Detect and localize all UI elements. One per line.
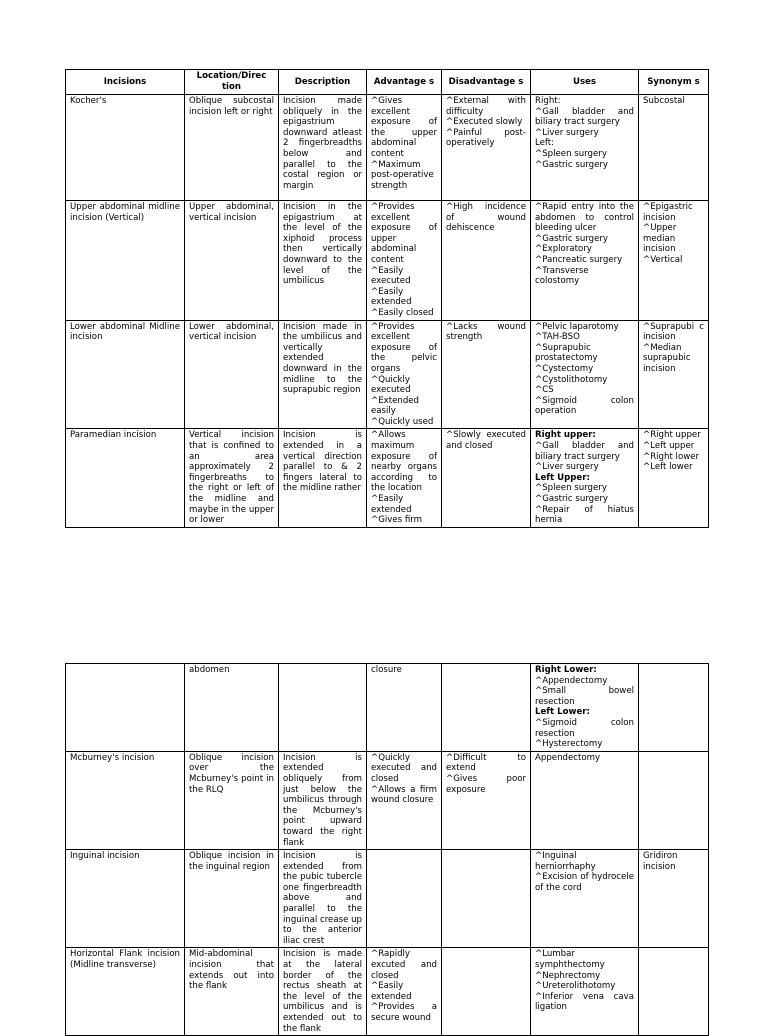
advantages-cell-item: ^Allows maximum exposure of nearby organs according to the location — [371, 430, 437, 494]
uses-cell — [531, 751, 639, 849]
uses-cell-item: ^Gall bladder and biliary tract surgery — [535, 106, 634, 128]
advantages-cell-item: ^Extended easily — [371, 395, 420, 417]
synonyms-cell — [639, 201, 709, 321]
uses-cell-item: ^Gastric surgery — [535, 159, 609, 170]
uses-cell-item: ^Repair of hiatus hernia — [535, 504, 634, 526]
uses-cell-item: ^Cystectomy — [535, 363, 594, 374]
uses-cell-item: ^Inferior vena cava ligation — [535, 991, 634, 1013]
uses-cell-item: ^Ureterolithotomy — [535, 981, 616, 992]
advantages-cell — [367, 320, 442, 429]
uses-cell-item: ^Small bowel resection — [535, 686, 634, 707]
disadvantages-cell — [442, 664, 531, 752]
uses-cell-item: ^Cystolithotomy — [535, 374, 608, 385]
uses-cell-item: Right upper: — [535, 430, 596, 441]
incision-name-cell: Kocher's — [66, 95, 185, 201]
synonyms-cell-item: ^Left upper — [643, 441, 695, 452]
synonyms-cell-item: ^Upper median incision — [643, 223, 677, 255]
advantages-cell-item: ^Quickly used — [371, 416, 434, 427]
synonyms-cell — [639, 320, 709, 429]
description-cell: Incision made obliquely in the epigastrium downward atleast 2 fingerbreadths below and parallel to the costal region or margin — [279, 95, 367, 201]
description-cell: Incision is made at the lateral border of the rectus sheath at the level of the umbilicus and is extended out to the flank — [279, 948, 367, 1036]
advantages-cell-item: ^Quickly executed — [371, 374, 411, 396]
location-cell: abdomen — [185, 664, 279, 752]
uses-cell-item: ^Suprapubic prostatectomy — [535, 342, 598, 364]
uses-cell-item: ^Gastric surgery — [535, 233, 609, 244]
uses-cell-item: ^Spleen surgery — [535, 148, 607, 159]
advantages-cell — [367, 850, 442, 948]
incision-name-cell: Upper abdominal midline incision (Vertical) — [66, 201, 185, 321]
table-row — [66, 948, 709, 1036]
table-row — [66, 664, 709, 752]
uses-cell-item: ^Gastric surgery — [535, 494, 609, 505]
uses-cell — [531, 664, 639, 752]
uses-cell-item: ^Inguinal herniorrhaphy — [535, 851, 596, 872]
synonyms-cell-item: ^Left lower — [643, 462, 693, 473]
synonyms-cell — [639, 948, 709, 1036]
disadvantages-cell-item: ^Slowly executed and closed — [446, 430, 526, 452]
disadvantages-cell-item: ^High incidence of wound dehiscence — [446, 202, 526, 234]
synonyms-cell-item: ^Median suprapubic incision — [643, 342, 691, 374]
location-cell: Vertical incision that is confined to an area approximately 2 fingerbreaths to the right or left of the midline and maybe in the upper or lower — [185, 429, 279, 527]
advantages-cell-item: ^Easily extended — [371, 494, 412, 515]
advantages-cell — [367, 751, 442, 849]
uses-cell — [531, 95, 639, 201]
synonyms-cell-item: ^Epigastric incision — [643, 202, 693, 223]
disadvantages-cell — [442, 201, 531, 321]
disadvantages-cell — [442, 320, 531, 429]
advantages-cell-item: closure — [371, 665, 402, 675]
advantages-cell — [367, 664, 442, 752]
table-row — [66, 751, 709, 849]
advantages-cell-item: ^Easily extended — [371, 981, 412, 1002]
uses-cell — [531, 850, 639, 948]
header-description: Description — [279, 70, 367, 95]
synonyms-cell-item: ^Vertical — [643, 254, 683, 265]
uses-cell-item: Right: — [535, 96, 561, 106]
disadvantages-cell — [442, 429, 531, 527]
advantages-cell-item: ^Easily extended — [371, 286, 412, 308]
header-incisions: Incisions — [66, 70, 185, 95]
synonyms-cell — [639, 751, 709, 849]
uses-cell — [531, 320, 639, 429]
uses-cell-item: ^Spleen surgery — [535, 483, 607, 494]
description-cell: Incision is extended from the pubic tubercle one fingerbreadth above and parallel to the inguinal crease up to the anterior iliac crest — [279, 850, 367, 948]
advantages-cell-item: ^Easily closed — [371, 307, 434, 318]
uses-cell-item: ^Gall bladder and biliary tract surgery — [535, 441, 634, 462]
header-uses: Uses — [531, 70, 639, 95]
disadvantages-cell — [442, 948, 531, 1036]
synonyms-cell-item: ^Right lower — [643, 451, 700, 462]
uses-cell-item: ^Liver surgery — [535, 462, 599, 473]
disadvantages-cell-item: ^Gives poor exposure — [446, 773, 526, 795]
header-location: Location/Direc tion — [185, 70, 279, 95]
uses-cell-item: ^Pancreatic surgery — [535, 254, 623, 265]
incisions-table-page-1 — [65, 69, 709, 528]
uses-cell-item: ^Transverse colostomy — [535, 265, 589, 287]
disadvantages-cell-item: ^Painful post-operatively — [446, 127, 526, 149]
advantages-cell — [367, 429, 442, 527]
disadvantages-cell — [442, 95, 531, 201]
table-row — [66, 201, 709, 321]
uses-cell-item: ^Sigmoid colon operation — [535, 395, 634, 417]
synonyms-cell — [639, 850, 709, 948]
uses-cell-item: ^CS — [535, 385, 554, 396]
disadvantages-cell-item: ^Difficult to extend — [446, 752, 526, 774]
location-cell: Oblique incision in the inguinal region — [185, 850, 279, 948]
disadvantages-cell — [442, 850, 531, 948]
advantages-cell-item: ^Gives excellent exposure of the upper abdominal content — [371, 96, 437, 159]
synonyms-cell — [639, 664, 709, 752]
uses-cell-item: ^Liver surgery — [535, 127, 599, 138]
incision-name-cell: Inguinal incision — [66, 850, 185, 948]
uses-cell-item: ^Lumbar symphthectomy — [535, 949, 605, 971]
uses-cell-item: ^Hysterectomy — [535, 739, 603, 750]
table-row — [66, 95, 709, 201]
incision-name-cell: Horizontal Flank incision (Midline transverse) — [66, 948, 185, 1036]
uses-cell-item: ^Excision of hydrocele of the cord — [535, 872, 634, 893]
header-advantages: Advantage s — [367, 70, 442, 95]
location-cell: Mid-abdominal incision that extends out into the flank — [185, 948, 279, 1036]
advantages-cell — [367, 948, 442, 1036]
incisions-table-page-2 — [65, 663, 709, 1036]
location-cell: Upper abdominal, vertical incision — [185, 201, 279, 321]
location-cell: Lower abdominal, vertical incision — [185, 320, 279, 429]
synonyms-cell — [639, 95, 709, 201]
advantages-cell-item: ^Provides a secure wound — [371, 1002, 437, 1023]
uses-cell-item: ^TAH-BSO — [535, 332, 580, 343]
disadvantages-cell-item: ^External with difficulty — [446, 96, 526, 117]
table-row — [66, 429, 709, 527]
advantages-cell-item: ^Maximum post-operative strength — [371, 159, 434, 191]
advantages-cell — [367, 95, 442, 201]
advantages-cell-item: ^Gives firm — [371, 515, 422, 526]
advantages-cell-item: ^Provides excellent exposure of the pelvic organs — [371, 321, 437, 374]
advantages-cell-item: ^Allows a firm wound closure — [371, 784, 437, 806]
advantages-cell-item: ^Quickly executed and closed — [371, 752, 437, 784]
uses-cell-item: Appendectomy — [535, 752, 601, 763]
incision-name-cell: Mcburney's incision — [66, 751, 185, 849]
uses-cell-item: ^Pelvic laparotomy — [535, 321, 619, 332]
synonyms-cell — [639, 429, 709, 527]
location-cell: Oblique incision over the Mcburney's point in the RLQ — [185, 751, 279, 849]
uses-cell-item: ^Nephrectomy — [535, 970, 601, 981]
advantages-cell-item: ^Easily executed — [371, 265, 411, 287]
synonyms-cell-item: Subcostal — [643, 96, 685, 106]
uses-cell-item: ^Exploratory — [535, 244, 592, 255]
advantages-cell-item: ^Provides excellent exposure of upper abdominal content — [371, 202, 437, 265]
incision-name-cell — [66, 664, 185, 752]
advantages-cell-item: ^Rapidly excuted and closed — [371, 949, 437, 981]
incision-name-cell: Lower abdominal Midline incision — [66, 320, 185, 429]
location-cell: Oblique subcostal incision left or right — [185, 95, 279, 201]
description-cell: Incision in the epigastrium at the level of the xiphoid process then vertically downward to the level of the umbilicus — [279, 201, 367, 321]
uses-cell — [531, 429, 639, 527]
uses-cell — [531, 201, 639, 321]
advantages-cell — [367, 201, 442, 321]
disadvantages-cell-item: ^Lacks wound strength — [446, 321, 526, 343]
table-row — [66, 320, 709, 429]
description-cell — [279, 664, 367, 752]
uses-cell-item: Right Lower: — [535, 665, 597, 675]
uses-cell — [531, 948, 639, 1036]
disadvantages-cell — [442, 751, 531, 849]
uses-cell-item: ^Rapid entry into the abdomen to control bleeding ulcer — [535, 202, 634, 234]
table-row — [66, 850, 709, 948]
disadvantages-cell-item: ^Executed slowly — [446, 117, 523, 128]
uses-cell-item: Left: — [535, 138, 555, 149]
uses-cell-item: Left Lower: — [535, 707, 590, 718]
uses-cell-item: Left Upper: — [535, 472, 590, 483]
header-disadvantages: Disadvantage s — [442, 70, 531, 95]
synonyms-cell-item: ^Suprapubi c incision — [643, 321, 704, 343]
description-cell: Incision is extended in a vertical direction parallel to & 2 fingers lateral to the midline rather — [279, 429, 367, 527]
uses-cell-item: ^Sigmoid colon resection — [535, 717, 634, 739]
synonyms-cell-item: Gridiron incision — [643, 851, 678, 872]
table-header-row — [66, 70, 709, 95]
header-synonyms: Synonym s — [639, 70, 709, 95]
description-cell: Incision made in the umbilicus and vertically extended downward in the midline to the suprapubic region — [279, 320, 367, 429]
incision-name-cell: Paramedian incision — [66, 429, 185, 527]
synonyms-cell-item: ^Right upper — [643, 430, 701, 441]
uses-cell-item: ^Appendectomy — [535, 675, 608, 686]
description-cell: Incision is extended obliquely from just below the umbilicus through the Mcburney's point upward toward the right flank — [279, 751, 367, 849]
